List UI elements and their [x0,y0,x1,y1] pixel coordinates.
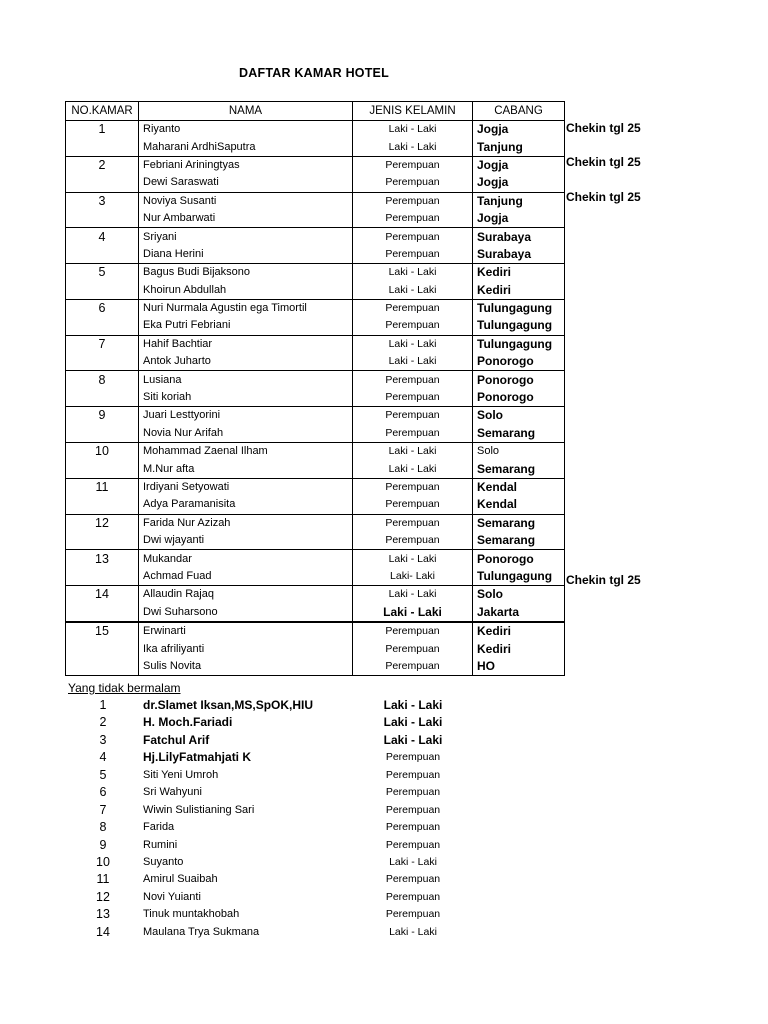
guest-gender: Laki - Laki [353,353,473,371]
table-header-row [66,102,565,121]
room-table-body [66,121,565,676]
guest-branch: Kendal [473,496,565,514]
table-row [66,317,565,335]
table-row [66,514,565,532]
room-number: 7 [66,335,139,353]
guest-branch: Kendal [473,478,565,496]
guest-branch: Jogja [473,121,565,139]
item-name: Rumini [143,838,178,851]
item-name: Farida [143,821,175,834]
item-gender: Perempuan [385,803,441,816]
guest-gender: Perempuan [353,246,473,264]
list-item [0,697,768,714]
guest-branch: Ponorogo [473,371,565,389]
list-item [0,767,768,784]
guest-name: Dewi Saraswati [139,174,353,192]
room-number: 2 [66,156,139,174]
room-number [66,532,139,550]
guest-name: Novia Nur Arifah [139,425,353,443]
checkin-note: Chekin tgl 25 [566,155,641,170]
guest-name: Bagus Budi Bijaksono [139,264,353,282]
item-number: 5 [99,767,107,782]
guest-branch: Kediri [473,622,565,640]
header-cabang: CABANG [473,102,565,121]
guest-branch: Kediri [473,264,565,282]
guest-name: Antok Juharto [139,353,353,371]
item-number: 1 [99,698,107,712]
item-number: 10 [96,854,110,869]
list-item [0,749,768,766]
table-row [66,478,565,496]
list-item [0,854,768,871]
room-number [66,353,139,371]
guest-branch: Ponorogo [473,389,565,407]
guest-gender: Laki - Laki [353,586,473,604]
guest-gender: Laki - Laki [353,604,473,622]
guest-name: Khoirun Abdullah [139,282,353,300]
guest-gender: Perempuan [353,317,473,335]
guest-name: Siti koriah [139,389,353,407]
item-name: dr.Slamet Iksan,MS,SpOK,HIU [143,698,314,712]
item-number: 7 [99,802,107,817]
guest-name: Hahif Bachtiar [139,335,353,353]
guest-gender: Laki- Laki [353,568,473,586]
item-number: 11 [96,872,110,887]
item-gender: Perempuan [385,890,441,903]
room-number [66,246,139,264]
table-row [66,282,565,300]
list-item [0,924,768,941]
table-row [66,604,565,622]
guest-name: Sulis Novita [139,658,353,676]
guest-gender: Perempuan [353,514,473,532]
guest-branch: Jogja [473,174,565,192]
room-number [66,317,139,335]
list-item [0,714,768,731]
table-row [66,353,565,371]
item-number: 4 [99,750,107,765]
guest-gender: Perempuan [353,407,473,425]
item-gender: Perempuan [385,821,441,834]
guest-name: Dwi wjayanti [139,532,353,550]
guest-name: Sriyani [139,228,353,246]
guest-branch: Tanjung [473,138,565,156]
guest-gender: Laki - Laki [353,121,473,139]
list-item [0,819,768,836]
item-number: 13 [96,907,110,922]
guest-branch: Semarang [473,514,565,532]
guest-gender: Perempuan [353,192,473,210]
item-gender: Laki - Laki [383,732,443,747]
guest-gender: Laki - Laki [353,264,473,282]
guest-name: Adya Paramanisita [139,496,353,514]
item-name: Fatchul Arif [143,732,210,747]
item-gender: Perempuan [385,751,441,764]
room-number [66,460,139,478]
guest-gender: Perempuan [353,496,473,514]
guest-name: Nur Ambarwati [139,210,353,228]
item-name: Amirul Suaibah [143,873,218,886]
item-name: H. Moch.Fariadi [143,715,233,730]
checkin-note: Chekin tgl 25 [566,190,641,205]
guest-name: Achmad Fuad [139,568,353,586]
guest-name: Nuri Nurmala Agustin ega Timortil [139,299,353,317]
guest-name: Ika afriliyanti [139,640,353,657]
room-number [66,210,139,228]
guest-gender: Perempuan [353,174,473,192]
guest-name: Riyanto [139,121,353,139]
guest-branch: Surabaya [473,228,565,246]
room-number: 12 [66,514,139,532]
guest-name: Mukandar [139,550,353,568]
item-number: 9 [99,837,107,852]
room-number: 11 [66,478,139,496]
item-gender: Perempuan [385,873,441,886]
guest-gender: Laki - Laki [353,460,473,478]
table-row [66,156,565,174]
guest-name: Erwinarti [139,622,353,640]
guest-branch: Semarang [473,460,565,478]
item-number: 14 [96,924,110,939]
list-item [0,871,768,888]
table-row [66,335,565,353]
item-number: 6 [99,785,107,800]
guest-branch: Solo [473,586,565,604]
guest-branch: Kediri [473,640,565,657]
guest-branch: Tanjung [473,192,565,210]
table-row [66,371,565,389]
guest-name: Juari Lesttyorini [139,407,353,425]
room-number [66,138,139,156]
table-row [66,568,565,586]
guest-gender: Perempuan [353,532,473,550]
guest-name: Farida Nur Azizah [139,514,353,532]
room-number: 4 [66,228,139,246]
room-number [66,640,139,657]
table-row [66,550,565,568]
table-row [66,174,565,192]
guest-gender: Perempuan [353,425,473,443]
item-number: 3 [99,732,107,747]
room-number: 1 [66,121,139,139]
room-number [66,568,139,586]
table-row [66,496,565,514]
room-number: 8 [66,371,139,389]
non-staying-list [0,697,768,941]
table-row [66,586,565,604]
guest-branch: Solo [473,407,565,425]
guest-branch: Ponorogo [473,550,565,568]
guest-branch: Tulungagung [473,568,565,586]
item-name: Wiwin Sulistianing Sari [143,803,255,816]
table-row [66,192,565,210]
guest-gender: Perempuan [353,640,473,657]
guest-gender: Perempuan [353,478,473,496]
table-row [66,138,565,156]
item-gender: Laki - Laki [383,698,443,712]
item-number: 12 [96,889,110,904]
item-name: Siti Yeni Umroh [143,768,219,781]
item-gender: Laki - Laki [389,925,437,938]
guest-name: Febriani Ariningtyas [139,156,353,174]
table-row [66,246,565,264]
item-gender: Laki - Laki [383,715,443,730]
table-row [66,210,565,228]
guest-branch: Jogja [473,156,565,174]
guest-branch: Jogja [473,210,565,228]
guest-branch: Ponorogo [473,353,565,371]
list-item [0,802,768,819]
room-number: 13 [66,550,139,568]
guest-branch: Tulungagung [473,317,565,335]
checkin-note: Chekin tgl 25 [566,572,641,587]
table-row [66,658,565,676]
item-gender: Perempuan [385,786,441,799]
guest-branch: Tulungagung [473,299,565,317]
guest-gender: Laki - Laki [353,550,473,568]
item-name: Tinuk muntakhobah [143,908,240,921]
item-name: Novi Yuianti [143,890,201,903]
table-row [66,299,565,317]
room-number: 14 [66,586,139,604]
guest-gender: Perempuan [353,622,473,640]
list-item [0,784,768,801]
room-number: 3 [66,192,139,210]
guest-branch: Solo [473,443,565,461]
table-row [66,264,565,282]
guest-branch: Surabaya [473,246,565,264]
table-row [66,407,565,425]
guest-name: Mohammad Zaenal Ilham [139,443,353,461]
table-row [66,443,565,461]
room-number: 6 [66,299,139,317]
table-row [66,460,565,478]
table-row [66,389,565,407]
guest-name: Eka Putri Febriani [139,317,353,335]
header-jenis-kelamin: JENIS KELAMIN [353,102,473,121]
table-row [66,640,565,657]
guest-name: Dwi Suharsono [139,604,353,622]
list-item [0,906,768,923]
guest-gender: Laki - Laki [353,282,473,300]
room-number: 5 [66,264,139,282]
guest-gender: Perempuan [353,228,473,246]
room-number [66,604,139,622]
guest-gender: Perempuan [353,371,473,389]
guest-gender: Perempuan [353,658,473,676]
item-gender: Perempuan [385,768,441,781]
room-table [65,101,565,676]
guest-name: Lusiana [139,371,353,389]
guest-branch: HO [473,658,565,676]
room-number: 15 [66,622,139,640]
room-number [66,658,139,676]
item-gender: Perempuan [385,838,441,851]
non-staying-heading: Yang tidak bermalam [68,681,181,695]
document-title: DAFTAR KAMAR HOTEL [239,66,389,80]
table-row [66,622,565,640]
item-name: Sri Wahyuni [143,786,202,799]
room-number: 9 [66,407,139,425]
item-number: 8 [99,820,107,835]
list-item [0,889,768,906]
guest-gender: Perempuan [353,299,473,317]
guest-gender: Laki - Laki [353,443,473,461]
room-number: 10 [66,443,139,461]
list-item [0,837,768,854]
room-number [66,174,139,192]
header-no-kamar: NO.KAMAR [66,102,139,121]
checkin-note: Chekin tgl 25 [566,120,641,135]
guest-name: M.Nur afta [139,460,353,478]
item-name: Suyanto [143,855,184,868]
room-number [66,425,139,443]
item-gender: Laki - Laki [389,855,437,868]
list-item [0,732,768,749]
guest-branch: Tulungagung [473,335,565,353]
table-row [66,425,565,443]
guest-gender: Perempuan [353,210,473,228]
item-name: Maulana Trya Sukmana [143,925,260,938]
guest-branch: Kediri [473,282,565,300]
table-row [66,121,565,139]
guest-gender: Laki - Laki [353,335,473,353]
guest-name: Diana Herini [139,246,353,264]
guest-name: Irdiyani Setyowati [139,478,353,496]
guest-name: Allaudin Rajaq [139,586,353,604]
item-number: 2 [99,715,107,730]
table-row [66,532,565,550]
guest-branch: Semarang [473,532,565,550]
header-nama: NAMA [139,102,353,121]
guest-gender: Perempuan [353,389,473,407]
guest-name: Maharani ArdhiSaputra [139,138,353,156]
guest-gender: Perempuan [353,156,473,174]
guest-gender: Laki - Laki [353,138,473,156]
room-number [66,496,139,514]
item-gender: Perempuan [385,908,441,921]
table-row [66,228,565,246]
item-name: Hj.LilyFatmahjati K [143,750,252,765]
room-number [66,282,139,300]
guest-branch: Jakarta [473,604,565,622]
guest-branch: Semarang [473,425,565,443]
guest-name: Noviya Susanti [139,192,353,210]
room-number [66,389,139,407]
